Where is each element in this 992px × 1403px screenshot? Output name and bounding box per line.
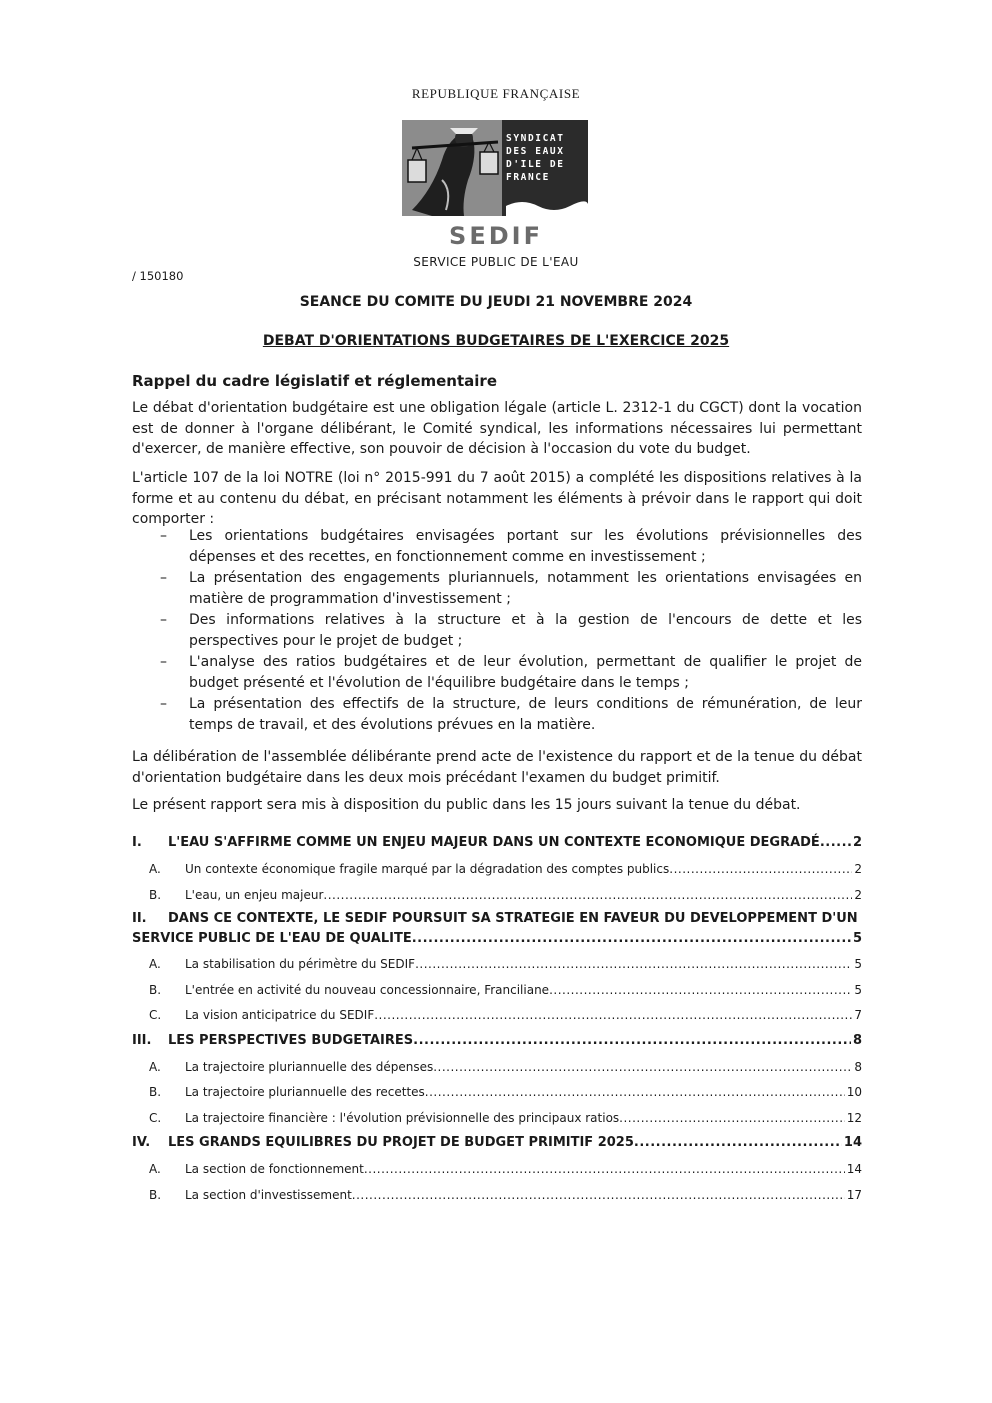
toc-item[interactable] (132, 1081, 862, 1107)
document-reference: / 150180 (132, 269, 184, 283)
logo-tagline: SERVICE PUBLIC DE L'EAU (413, 255, 579, 269)
toc-item[interactable] (132, 1184, 862, 1210)
toc-section-number: IV. (132, 1135, 151, 1150)
list-item (132, 652, 862, 694)
intro-paragraph-4: Le présent rapport sera mis à disposition du public dans les 15 jours suivant la tenue du débat. (132, 797, 801, 813)
toc-section-line-1 (132, 909, 862, 929)
list-item (132, 694, 862, 736)
intro-paragraph-2: L'article 107 de la loi NOTRE (loi n° 2015-991 du 7 août 2015) a complété les dispositions relatives à la forme et au contenu du débat, en précisant notamment les éléments à prévoir dans le rapport qui doit comporter : (132, 470, 862, 527)
toc-leader (549, 979, 852, 1001)
toc-leader (415, 953, 852, 975)
republique-header: REPUBLIQUE FRANÇAISE (411, 86, 581, 101)
toc-page-number: 2 (852, 835, 862, 850)
toc-page-number: 7 (854, 1008, 862, 1022)
toc-leader (352, 1184, 845, 1206)
toc-item-label: La trajectoire financière : l'évolution prévisionnelle des principaux ratios (185, 1110, 620, 1125)
toc-section-4[interactable] (132, 1132, 862, 1158)
toc-item-number: A. (149, 1162, 161, 1176)
toc-leader (619, 1107, 845, 1129)
toc-leader (669, 858, 852, 880)
toc-leader (634, 1132, 842, 1154)
toc-page-number: 2 (854, 862, 862, 876)
toc-leader (433, 1056, 852, 1078)
sedif-logo (402, 120, 588, 216)
logo-line-2: DES EAUX (506, 146, 565, 157)
intro-heading: Rappel du cadre législatif et réglementaire (132, 372, 497, 390)
toc-section-2[interactable] (132, 909, 862, 953)
toc-leader (374, 1004, 852, 1026)
debat-title: DEBAT D'ORIENTATIONS BUDGETAIRES DE L'EXERCICE 2025 (262, 333, 730, 349)
requirements-list (132, 526, 862, 736)
list-item-text: La présentation des effectifs de la structure, de leurs conditions de rémunération, de leur temps de travail, et des évolutions prévues en la matière. (189, 696, 862, 733)
toc-leader (425, 1081, 845, 1103)
list-item (132, 610, 862, 652)
toc-item-number: B. (149, 1187, 162, 1202)
logo-name: SEDIF (449, 222, 543, 250)
list-item-text: La présentation des engagements pluriannuels, notamment les orientations envisagées en matière de programmation d'investissement ; (189, 570, 862, 607)
toc-item-label: La section d'investissement (185, 1187, 352, 1202)
toc-section-label: DANS CE CONTEXTE, LE SEDIF POURSUIT SA STRATEGIE EN FAVEUR DU DEVELOPPEMENT D'UN (168, 911, 858, 926)
list-item-text: Les orientations budgétaires envisagées portant sur les évolutions prévisionnelles des dépenses et des recettes, en fonctionnement comme en investissement ; (189, 528, 862, 565)
toc-page-number: 12 (846, 1110, 862, 1125)
toc-item[interactable] (132, 953, 862, 979)
toc-page-number: 14 (843, 1135, 862, 1150)
toc-page-number: 5 (852, 931, 862, 946)
toc-leader (323, 884, 852, 906)
toc-section-label: LES GRANDS EQUILIBRES DU PROJET DE BUDGET PRIMITIF 2025 (168, 1135, 634, 1150)
toc-item[interactable] (132, 1004, 862, 1030)
toc-item[interactable] (132, 858, 862, 884)
toc-item-number: C. (149, 1110, 162, 1125)
dash-bullet: – (160, 654, 167, 670)
toc-item-label: La vision anticipatrice du SEDIF (185, 1008, 375, 1022)
list-item-text: L'analyse des ratios budgétaires et de leur évolution, permettant de qualifier le projet de budget présenté et l'évolution de l'équilibre budgétaire dans le temps ; (189, 654, 862, 691)
dash-bullet: – (160, 696, 167, 712)
toc-item-label: Un contexte économique fragile marqué par la dégradation des comptes publics (185, 862, 670, 876)
toc-leader (364, 1158, 845, 1180)
toc-item-label: La trajectoire pluriannuelle des dépenses (185, 1059, 434, 1074)
toc-item[interactable] (132, 884, 862, 910)
toc-section-label: LES PERSPECTIVES BUDGETAIRES (168, 1032, 414, 1048)
toc-section-1[interactable] (132, 832, 862, 858)
toc-item-label: L'entrée en activité du nouveau concessionnaire, Franciliane (185, 982, 550, 997)
intro-paragraph-1: Le débat d'orientation budgétaire est une obligation légale (article L. 2312-1 du CGCT) dont la vocation est de donner à l'organe délibérant, le Comité syndical, les informations nécessaires lui permettant d'exercer, de manière effective, son pouvoir de décision à l'occasion du vote du budget. (132, 400, 862, 457)
toc-item-label: L'eau, un enjeu majeur (185, 887, 324, 902)
toc-section-label-cont: SERVICE PUBLIC DE L'EAU DE QUALITE (132, 931, 412, 946)
toc-item[interactable] (132, 979, 862, 1005)
list-item-text: Des informations relatives à la structure et à la gestion de l'encours de dette et les perspectives pour le projet de budget ; (189, 612, 862, 649)
toc-section-label: L'EAU S'AFFIRME COMME UN ENJEU MAJEUR DANS UN CONTEXTE ECONOMIQUE DEGRADÉ (168, 835, 820, 850)
toc-page-number: 8 (854, 1059, 862, 1074)
toc-section-3[interactable] (132, 1030, 862, 1056)
toc-item[interactable] (132, 1107, 862, 1133)
toc-item-number: B. (149, 982, 162, 997)
toc-item-number: B. (149, 887, 162, 902)
toc-leader (412, 929, 851, 949)
toc-page-number: 14 (846, 1162, 862, 1176)
toc-page-number: 17 (846, 1187, 862, 1202)
intro-paragraph-3: La délibération de l'assemblée délibérante prend acte de l'existence du rapport et de la tenue du débat d'orientation budgétaire dans les deux mois précédant l'examen du budget primitif. (132, 749, 862, 786)
toc-section-number: II. (132, 911, 147, 926)
logo-line-1: SYNDICAT (506, 133, 565, 144)
logo-line-3: D'ILE DE (506, 159, 565, 170)
toc-item[interactable] (132, 1158, 862, 1184)
table-of-contents (132, 832, 862, 1209)
dash-bullet: – (160, 612, 167, 628)
toc-page-number: 5 (854, 982, 862, 997)
list-item (132, 526, 862, 568)
toc-item-label: La stabilisation du périmètre du SEDIF (185, 957, 416, 971)
toc-item-number: A. (149, 862, 161, 876)
logo-line-4: FRANCE (506, 172, 550, 183)
dash-bullet: – (160, 528, 167, 544)
toc-item-label: La trajectoire pluriannuelle des recettes (185, 1085, 425, 1099)
toc-leader (413, 1030, 851, 1052)
dash-bullet: – (160, 570, 167, 586)
toc-item-number: B. (149, 1085, 162, 1099)
toc-section-line-2 (132, 929, 862, 949)
toc-page-number: 5 (854, 957, 862, 971)
toc-page-number: 2 (854, 887, 862, 902)
list-item (132, 568, 862, 610)
toc-item-number: A. (149, 1059, 161, 1074)
toc-item-label: La section de fonctionnement (185, 1162, 364, 1176)
toc-item-number: A. (149, 957, 161, 971)
toc-item-number: C. (149, 1008, 162, 1022)
toc-page-number: 10 (846, 1085, 862, 1099)
toc-leader (820, 832, 851, 854)
toc-section-number: I. (132, 835, 142, 850)
toc-section-number: III. (132, 1032, 152, 1048)
toc-page-number: 8 (852, 1032, 862, 1048)
logo-text (506, 132, 586, 184)
seance-title: SEANCE DU COMITE DU JEUDI 21 NOVEMBRE 2024 (299, 294, 693, 310)
toc-item[interactable] (132, 1056, 862, 1082)
